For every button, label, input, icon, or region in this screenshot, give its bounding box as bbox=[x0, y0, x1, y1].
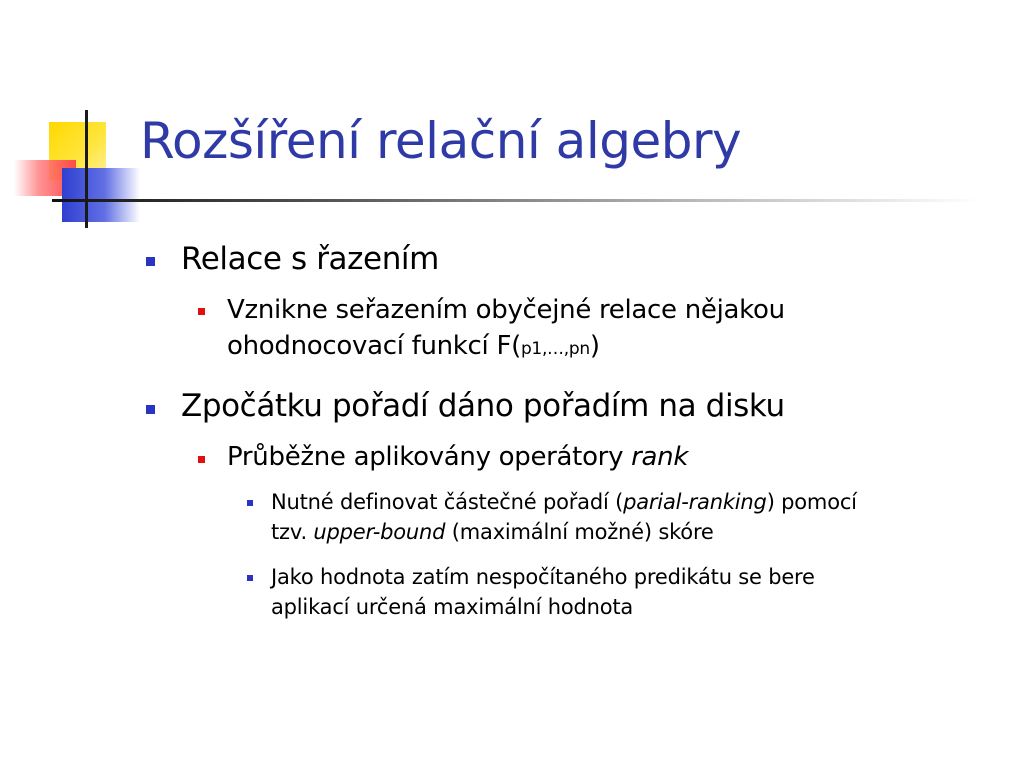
bullet-text-line bbox=[271, 517, 857, 547]
bullet-item-level1 bbox=[181, 387, 785, 425]
bullet-square-icon bbox=[146, 405, 155, 414]
bullet-square-icon bbox=[198, 308, 205, 315]
bullet-item-level2 bbox=[227, 439, 688, 475]
bullet-text-line bbox=[227, 328, 785, 367]
bullet-item-level3 bbox=[271, 562, 815, 622]
bullet-text-italic: upper-bound bbox=[313, 520, 446, 544]
bullet-square-icon bbox=[146, 257, 155, 266]
bullet-text: Relace s řazením bbox=[181, 241, 439, 277]
bullet-text-line: aplikací určená maximální hodnota bbox=[271, 595, 634, 619]
slide-title: Rozšíření relační algebry bbox=[140, 112, 742, 170]
bullet-square-icon bbox=[247, 500, 253, 506]
bullet-text-fragment: Nutné definovat částečné pořadí ( bbox=[271, 490, 624, 514]
bullet-text-fragment: tzv. bbox=[271, 520, 314, 544]
bullet-text-line: Vznikne seřazením obyčejné relace nějakou bbox=[227, 295, 785, 325]
bullet-text-fragment: Průběžne aplikovány operátory bbox=[227, 442, 632, 472]
bullet-item-level2 bbox=[227, 292, 785, 367]
bullet-text-fragment: ohodnocovací funkcí F( bbox=[227, 331, 521, 361]
bullet-square-icon bbox=[198, 456, 205, 463]
bullet-text: Zpočátku pořadí dáno pořadím na disku bbox=[181, 388, 785, 424]
bullet-item-level1 bbox=[181, 240, 439, 278]
bullet-text-line: Jako hodnota zatím nespočítaného predikátu se bere bbox=[271, 565, 815, 589]
bullet-square-icon bbox=[247, 575, 253, 581]
bullet-text-italic: parial-ranking bbox=[623, 490, 767, 514]
bullet-item-level3 bbox=[271, 487, 857, 547]
bullet-text-line bbox=[271, 487, 857, 517]
function-arguments: p1,…,pn bbox=[520, 339, 590, 359]
bullet-text-fragment: (maximální možné) skóre bbox=[445, 520, 714, 544]
bullet-text-fragment: ) pomocí bbox=[766, 490, 857, 514]
bullet-text-italic: rank bbox=[631, 442, 689, 472]
bullet-text-fragment: ) bbox=[589, 331, 600, 361]
